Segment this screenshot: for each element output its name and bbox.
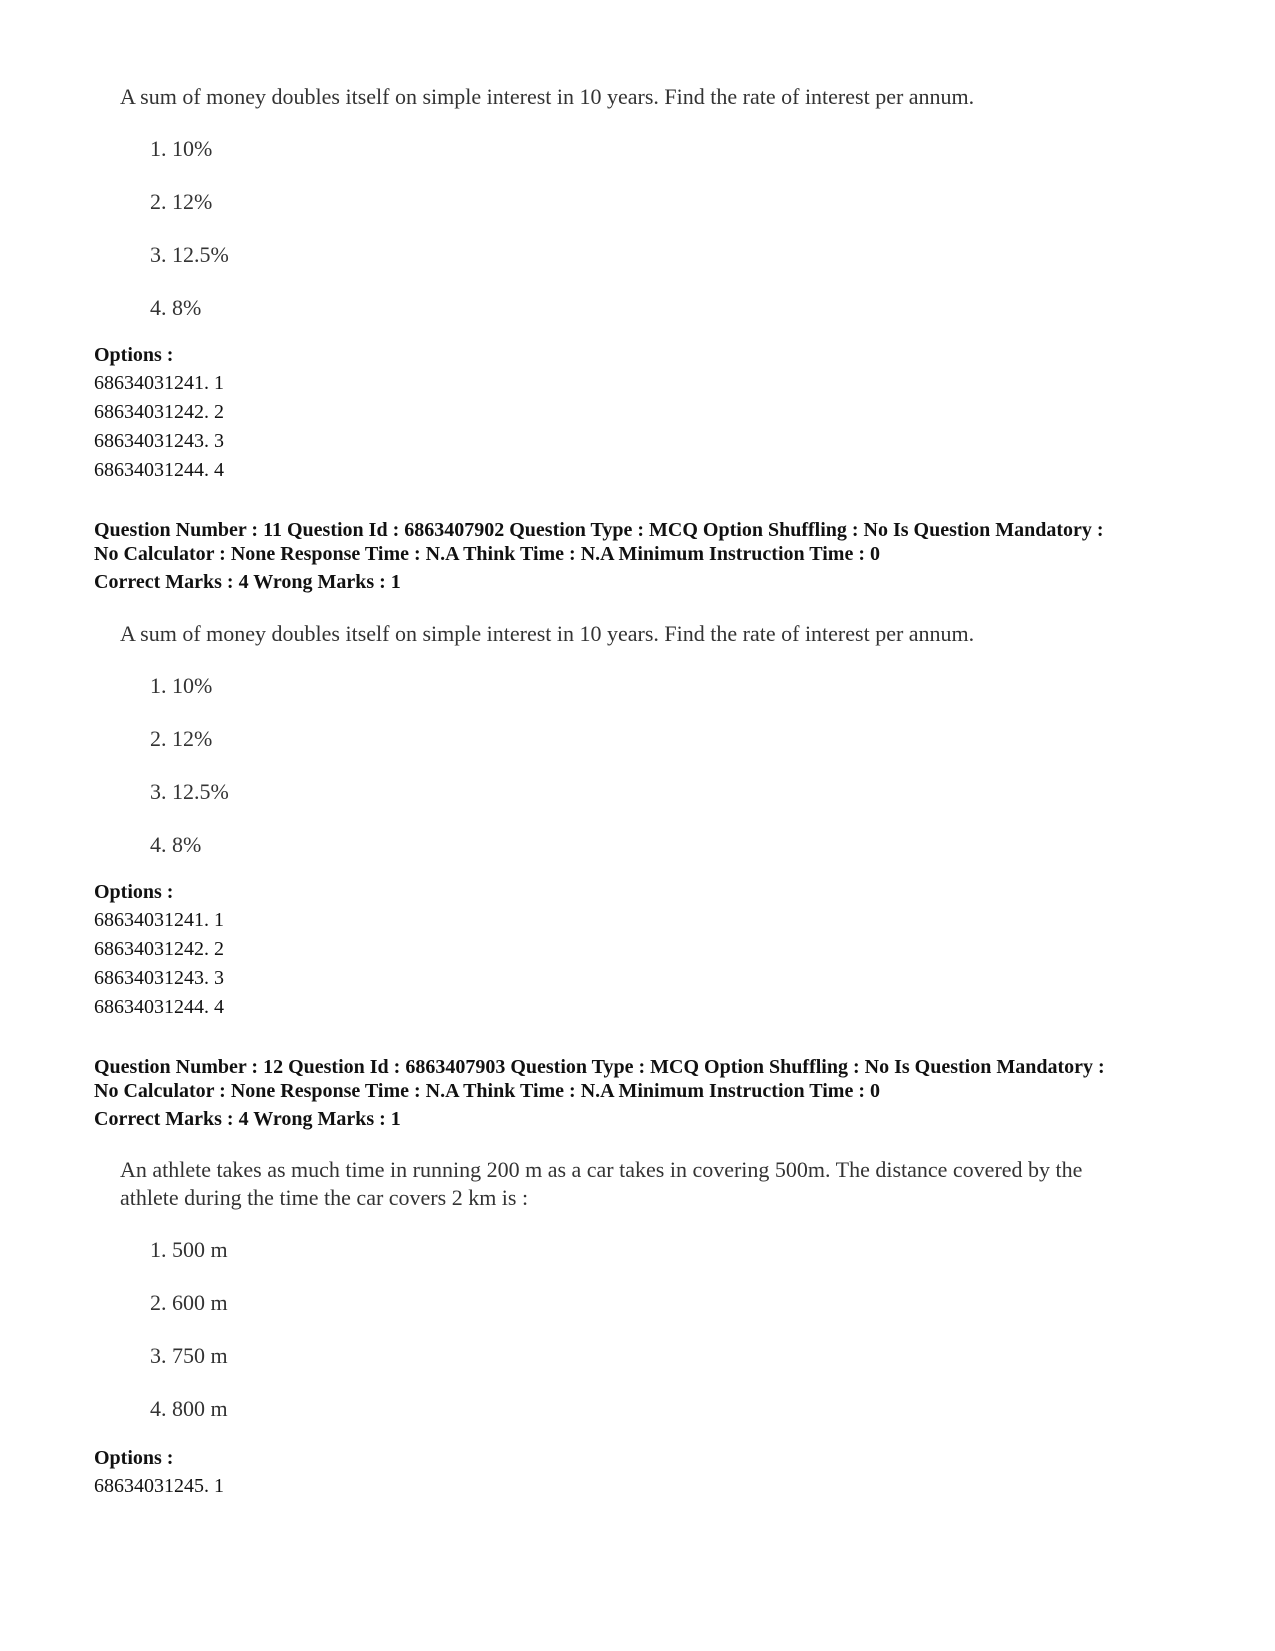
question-10-option-3: 68634031243. 3 [94, 430, 224, 452]
question-10-choice-1: 1. 10% [150, 136, 213, 161]
question-10-option-2: 68634031242. 2 [94, 401, 224, 423]
question-12-choice-4: 4. 800 m [150, 1396, 228, 1421]
question-12-option-1: 68634031245. 1 [94, 1475, 224, 1497]
question-12-choice-2: 2. 600 m [150, 1290, 228, 1315]
question-11-meta-line-2: No Calculator : None Response Time : N.A Think Time : N.A Minimum Instruction Time : 0 [94, 543, 880, 565]
question-12-options-label: Options : [94, 1447, 174, 1469]
question-10-text: A sum of money doubles itself on simple interest in 10 years. Find the rate of interest per annum. [120, 84, 975, 109]
question-11-option-4: 68634031244. 4 [94, 996, 224, 1018]
question-11-marks: Correct Marks : 4 Wrong Marks : 1 [94, 571, 401, 593]
question-12-text-line-1: An athlete takes as much time in running 200 m as a car takes in covering 500m. The distance covered by the [120, 1157, 1083, 1182]
question-10-option-4: 68634031244. 4 [94, 459, 224, 481]
question-11-meta-line-1: Question Number : 11 Question Id : 6863407902 Question Type : MCQ Option Shuffling : No Is Question Mandatory : [94, 519, 1104, 541]
question-11-choice-2: 2. 12% [150, 726, 213, 751]
question-10-options-label: Options : [94, 344, 174, 366]
question-12-choice-1: 1. 500 m [150, 1237, 228, 1262]
question-10-choice-3: 3. 12.5% [150, 242, 229, 267]
question-11-option-1: 68634031241. 1 [94, 909, 224, 931]
question-11-options-label: Options : [94, 881, 174, 903]
question-12-meta-line-1: Question Number : 12 Question Id : 6863407903 Question Type : MCQ Option Shuffling : No Is Question Mandatory : [94, 1056, 1105, 1078]
question-11-option-3: 68634031243. 3 [94, 967, 224, 989]
question-10-choice-2: 2. 12% [150, 189, 213, 214]
question-12-marks: Correct Marks : 4 Wrong Marks : 1 [94, 1108, 401, 1130]
question-11-choice-3: 3. 12.5% [150, 779, 229, 804]
question-12-meta-line-2: No Calculator : None Response Time : N.A Think Time : N.A Minimum Instruction Time : 0 [94, 1080, 880, 1102]
question-11-choice-1: 1. 10% [150, 673, 213, 698]
question-12-text-line-2: athlete during the time the car covers 2 km is : [120, 1185, 529, 1210]
question-11-text: A sum of money doubles itself on simple interest in 10 years. Find the rate of interest per annum. [120, 621, 975, 646]
question-11-option-2: 68634031242. 2 [94, 938, 224, 960]
question-10-option-1: 68634031241. 1 [94, 372, 224, 394]
question-11-choice-4: 4. 8% [150, 832, 202, 857]
question-10-choice-4: 4. 8% [150, 295, 202, 320]
question-12-choice-3: 3. 750 m [150, 1343, 228, 1368]
